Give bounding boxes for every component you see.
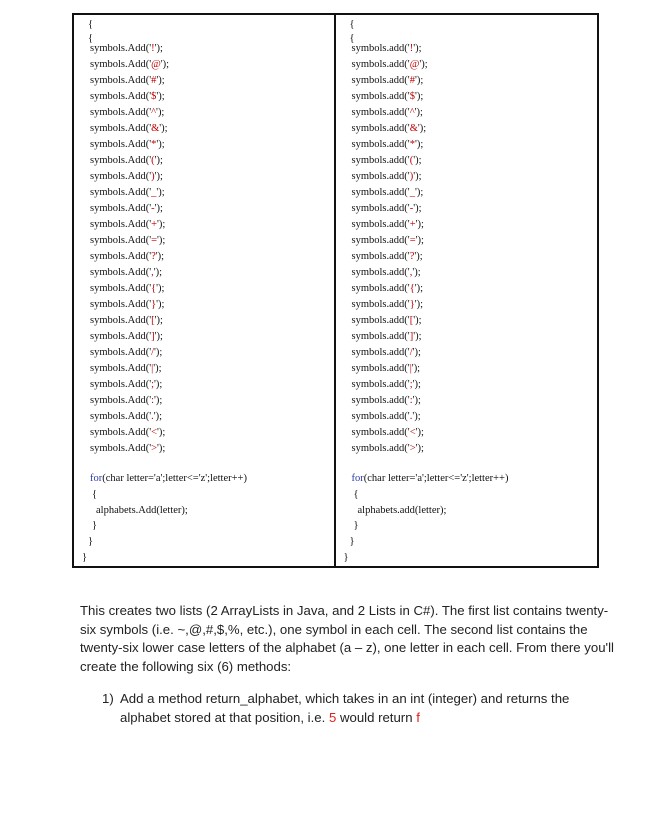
symbols-add-line: symbols.Add('.'); bbox=[90, 411, 163, 422]
symbol-literal: - bbox=[409, 203, 414, 214]
for-loop-header bbox=[90, 472, 247, 486]
symbols-add-line: symbols.add('&'); bbox=[351, 123, 427, 134]
method-call: symbols.Add bbox=[90, 427, 146, 438]
symbol-literal: + bbox=[151, 219, 158, 230]
method-call: symbols.add bbox=[351, 315, 405, 326]
symbol-literal: ? bbox=[409, 251, 415, 262]
symbol-literal: } bbox=[151, 299, 157, 310]
method-call: symbols.add bbox=[351, 251, 405, 262]
symbol-literal: @ bbox=[409, 59, 420, 70]
inner-close-brace: } bbox=[349, 536, 355, 547]
inner-close-brace: } bbox=[88, 536, 94, 547]
method-call: symbols.add bbox=[351, 395, 405, 406]
method-call: symbols.add bbox=[351, 379, 405, 390]
symbols-add-lines bbox=[90, 41, 169, 457]
method-call: symbols.Add bbox=[90, 43, 146, 54]
symbol-literal: # bbox=[151, 75, 157, 86]
symbols-add-line: symbols.Add(','); bbox=[90, 267, 163, 278]
symbol-literal: . bbox=[151, 411, 154, 422]
method-call: symbols.Add bbox=[90, 139, 146, 150]
symbol-literal: & bbox=[409, 123, 418, 134]
outer-open-brace: { bbox=[88, 19, 94, 30]
symbol-literal: ! bbox=[151, 43, 155, 54]
csharp-code-column bbox=[74, 15, 336, 566]
inner-open-brace: { bbox=[88, 33, 94, 44]
outer-open-brace: { bbox=[349, 19, 355, 30]
symbols-add-line: symbols.Add(';'); bbox=[90, 379, 163, 390]
symbol-literal: ) bbox=[409, 171, 414, 182]
method-call: symbols.Add bbox=[90, 235, 146, 246]
method-call: symbols.add bbox=[351, 203, 405, 214]
for-loop-header bbox=[352, 472, 509, 486]
symbol-literal: ? bbox=[151, 251, 156, 262]
symbol-literal: | bbox=[409, 363, 412, 374]
symbol-literal: [ bbox=[409, 315, 414, 326]
loop-open-brace: { bbox=[353, 489, 359, 500]
method-call: symbols.add bbox=[351, 235, 405, 246]
method-call: symbols.Add bbox=[90, 299, 146, 310]
method-call: symbols.Add bbox=[90, 59, 146, 70]
symbols-add-line: symbols.add('#'); bbox=[351, 75, 424, 86]
symbols-add-line: symbols.Add(')'); bbox=[90, 171, 163, 182]
method-call: symbols.Add bbox=[90, 251, 146, 262]
loop-close-brace: } bbox=[92, 520, 98, 531]
example-output: f bbox=[416, 709, 420, 725]
symbols-add-line: symbols.add('-'); bbox=[351, 203, 422, 214]
method-call: symbols.add bbox=[351, 139, 405, 150]
symbols-add-line: symbols.Add('#'); bbox=[90, 75, 165, 86]
symbols-add-line: symbols.Add(']'); bbox=[90, 331, 163, 342]
symbol-literal: > bbox=[409, 443, 416, 454]
method-call: symbols.Add bbox=[90, 155, 146, 166]
symbol-literal: * bbox=[151, 139, 157, 150]
method-call: symbols.add bbox=[351, 187, 405, 198]
method-call: symbols.add bbox=[351, 267, 405, 278]
symbol-literal: _ bbox=[151, 187, 157, 198]
symbol-literal: # bbox=[409, 75, 415, 86]
symbols-add-line: symbols.add(']'); bbox=[351, 331, 422, 342]
inner-open-brace: { bbox=[349, 33, 355, 44]
symbols-add-line: symbols.Add('['); bbox=[90, 315, 163, 326]
symbols-add-line: symbols.add(';'); bbox=[351, 379, 421, 390]
symbols-add-line: symbols.add('('); bbox=[351, 155, 422, 166]
method-call: symbols.Add bbox=[90, 283, 146, 294]
symbols-add-line: symbols.Add('@'); bbox=[90, 59, 170, 70]
method-call: symbols.Add bbox=[90, 91, 146, 102]
symbols-add-line: symbols.add('@'); bbox=[351, 59, 428, 70]
method-call: symbols.Add bbox=[90, 75, 146, 86]
symbol-literal: & bbox=[151, 123, 160, 134]
outer-close-brace: } bbox=[82, 552, 88, 563]
symbols-add-line: symbols.add('^'); bbox=[351, 107, 423, 118]
symbols-add-line: symbols.Add('$'); bbox=[90, 91, 165, 102]
description-paragraph: This creates two lists (2 ArrayLists in Java, and 2 Lists in C#). The first list contains twenty-six symbols (i.e. ~,@,#,$,%, etc.), one symbol in each cell. The second list contains the twenty-six lower case letters of the alphabet (a – z), one letter in each cell. From there you'll create the following six (6) methods: bbox=[80, 603, 614, 674]
symbol-literal: _ bbox=[409, 187, 415, 198]
method-call: symbols.Add bbox=[90, 171, 146, 182]
symbol-literal: + bbox=[409, 219, 416, 230]
method-call: symbols.Add bbox=[90, 411, 146, 422]
symbol-literal: > bbox=[151, 443, 158, 454]
method-call: symbols.add bbox=[351, 91, 405, 102]
symbol-literal: @ bbox=[151, 59, 161, 70]
symbols-add-line: symbols.Add('&'); bbox=[90, 123, 168, 134]
symbols-add-line: symbols.Add('+'); bbox=[90, 219, 166, 230]
method-call: symbols.Add bbox=[90, 123, 146, 134]
method-call: symbols.add bbox=[351, 331, 405, 342]
symbol-literal: ; bbox=[409, 379, 413, 390]
method-call: symbols.add bbox=[351, 43, 405, 54]
method-call: symbols.Add bbox=[90, 267, 146, 278]
method-call: symbols.Add bbox=[90, 395, 146, 406]
task-number: 1) bbox=[102, 691, 114, 706]
symbol-literal: ! bbox=[409, 43, 414, 54]
method-call: symbols.add bbox=[351, 363, 405, 374]
symbol-literal: : bbox=[409, 395, 413, 406]
symbols-add-line: symbols.add('*'); bbox=[351, 139, 424, 150]
symbol-literal: [ bbox=[151, 315, 155, 326]
method-call: symbols.add bbox=[351, 59, 405, 70]
outer-close-brace: } bbox=[343, 552, 349, 563]
method-call: symbols.Add bbox=[90, 315, 146, 326]
symbol-literal: / bbox=[151, 347, 155, 358]
symbol-literal: , bbox=[151, 267, 154, 278]
symbols-add-line: symbols.add('/'); bbox=[351, 347, 421, 358]
symbol-literal: < bbox=[409, 427, 416, 438]
code-comparison-table bbox=[72, 13, 599, 568]
symbols-add-line: symbols.add('?'); bbox=[351, 251, 423, 262]
symbol-literal: - bbox=[151, 203, 155, 214]
method-call: symbols.Add bbox=[90, 107, 146, 118]
symbols-add-line: symbols.add('!'); bbox=[351, 43, 422, 54]
task-text-middle: would return bbox=[336, 709, 417, 725]
symbols-add-line: symbols.Add('{'); bbox=[90, 283, 165, 294]
loop-body: alphabets.add(letter); bbox=[357, 505, 447, 516]
for-condition: (char letter='a';letter<='z';letter++) bbox=[363, 473, 509, 484]
symbols-add-line: symbols.Add('='); bbox=[90, 235, 166, 246]
symbol-literal: ^ bbox=[151, 107, 157, 118]
symbol-literal: ^ bbox=[409, 107, 415, 118]
symbols-add-line: symbols.add('}'); bbox=[351, 299, 424, 310]
symbols-add-line: symbols.add('.'); bbox=[351, 411, 421, 422]
java-code-column bbox=[336, 15, 598, 566]
symbols-add-line: symbols.add(':'); bbox=[351, 395, 421, 406]
method-call: symbols.add bbox=[351, 155, 405, 166]
method-call: symbols.add bbox=[351, 171, 405, 182]
symbol-literal: ) bbox=[151, 171, 155, 182]
task-text bbox=[120, 690, 602, 727]
method-call: symbols.Add bbox=[90, 443, 146, 454]
symbol-literal: = bbox=[409, 235, 416, 246]
symbol-literal: { bbox=[151, 283, 157, 294]
symbols-add-line: symbols.add('$'); bbox=[351, 91, 424, 102]
symbols-add-line: symbols.Add('?'); bbox=[90, 251, 165, 262]
symbol-literal: ] bbox=[409, 331, 414, 342]
symbol-literal: { bbox=[409, 283, 415, 294]
method-call: symbols.add bbox=[351, 411, 405, 422]
symbols-add-line: symbols.add('{'); bbox=[351, 283, 424, 294]
symbol-literal: / bbox=[409, 347, 413, 358]
symbol-literal: ] bbox=[151, 331, 155, 342]
symbols-add-line: symbols.Add('}'); bbox=[90, 299, 165, 310]
method-call: symbols.Add bbox=[90, 379, 146, 390]
symbol-literal: , bbox=[409, 267, 413, 278]
method-call: symbols.add bbox=[351, 107, 405, 118]
symbols-add-line: symbols.add('_'); bbox=[351, 187, 424, 198]
symbol-literal: ; bbox=[151, 379, 155, 390]
symbol-literal: ( bbox=[409, 155, 414, 166]
method-call: symbols.Add bbox=[90, 203, 146, 214]
method-call: symbols.add bbox=[351, 283, 405, 294]
symbols-add-line: symbols.add('='); bbox=[351, 235, 424, 246]
for-keyword: for bbox=[351, 473, 364, 484]
loop-close-brace: } bbox=[353, 520, 359, 531]
method-call: symbols.add bbox=[351, 123, 405, 134]
symbols-add-line: symbols.Add('^'); bbox=[90, 107, 165, 118]
symbols-add-line: symbols.Add('>'); bbox=[90, 443, 166, 454]
task-text-before: Add a method return_alphabet, which takes in an int (integer) and returns the alphabet stored at that position, i.e. bbox=[120, 691, 570, 725]
method-call: symbols.Add bbox=[90, 331, 146, 342]
symbols-add-line: symbols.Add('!'); bbox=[90, 43, 163, 54]
symbol-literal: $ bbox=[409, 91, 415, 102]
method-call: symbols.Add bbox=[90, 219, 146, 230]
method-call: symbols.Add bbox=[90, 347, 146, 358]
symbols-add-line: symbols.Add('<'); bbox=[90, 427, 166, 438]
symbols-add-line: symbols.Add(':'); bbox=[90, 395, 163, 406]
method-call: symbols.add bbox=[351, 443, 405, 454]
loop-body: alphabets.Add(letter); bbox=[96, 505, 188, 516]
method-call: symbols.Add bbox=[90, 363, 146, 374]
symbols-add-line: symbols.add(')'); bbox=[351, 171, 422, 182]
symbols-add-line: symbols.add('>'); bbox=[351, 443, 424, 454]
symbols-add-line: symbols.Add('('); bbox=[90, 155, 163, 166]
symbols-add-line: symbols.Add('-'); bbox=[90, 203, 163, 214]
for-keyword: for bbox=[90, 473, 103, 484]
symbol-literal: $ bbox=[151, 91, 157, 102]
symbols-add-lines bbox=[352, 41, 428, 457]
symbols-add-line: symbols.add('|'); bbox=[351, 363, 421, 374]
symbol-literal: } bbox=[409, 299, 415, 310]
symbol-literal: ( bbox=[151, 155, 155, 166]
symbols-add-line: symbols.add(','); bbox=[351, 267, 421, 278]
symbols-add-line: symbols.add('<'); bbox=[351, 427, 424, 438]
method-call: symbols.Add bbox=[90, 187, 146, 198]
method-call: symbols.add bbox=[351, 347, 405, 358]
task-item-1 bbox=[102, 690, 602, 727]
for-condition: (char letter='a';letter<='z';letter++) bbox=[102, 473, 247, 484]
symbol-literal: | bbox=[151, 363, 154, 374]
symbols-add-line: symbols.Add('|'); bbox=[90, 363, 162, 374]
method-call: symbols.add bbox=[351, 219, 405, 230]
method-call: symbols.add bbox=[351, 75, 405, 86]
symbol-literal: < bbox=[151, 427, 158, 438]
symbols-add-line: symbols.add('+'); bbox=[351, 219, 424, 230]
example-input: 5 bbox=[328, 709, 337, 725]
symbol-literal: = bbox=[151, 235, 158, 246]
method-call: symbols.add bbox=[351, 427, 405, 438]
symbols-add-line: symbols.add('['); bbox=[351, 315, 422, 326]
symbols-add-line: symbols.Add('*'); bbox=[90, 139, 165, 150]
symbols-add-line: symbols.Add('_'); bbox=[90, 187, 165, 198]
loop-open-brace: { bbox=[92, 489, 98, 500]
symbol-literal: * bbox=[409, 139, 415, 150]
symbol-literal: : bbox=[151, 395, 155, 406]
symbols-add-line: symbols.Add('/'); bbox=[90, 347, 163, 358]
symbol-literal: . bbox=[409, 411, 413, 422]
method-call: symbols.add bbox=[351, 299, 405, 310]
